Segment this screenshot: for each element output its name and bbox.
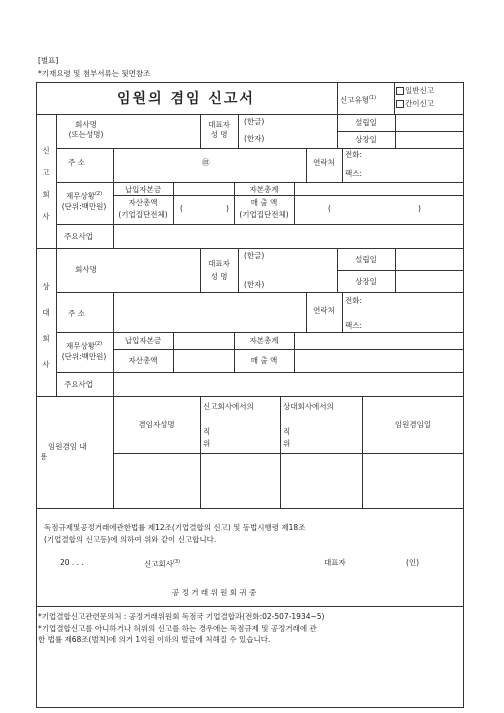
counterparty-paid-in-label: 납입자본금 [124,336,162,345]
counterparty-phone-label: 전화: [345,296,363,305]
total-assets-paren-close: ) [226,204,229,213]
counterparty-finance-unit-label: (단위:백만원) [61,352,107,361]
contact-label: 연락처 [313,158,335,167]
counterparty-position-header: 상대회사에서의 [283,402,334,411]
counterparty-hanja-label: (한자) [244,280,265,289]
counterparty-contact-label: 연락처 [313,306,335,315]
declaration-line-1: 독점규제및공정거래에관한법률 제12조(기업결합의 신고) 및 동법시행령 제18조 [44,523,306,532]
counterparty-name-label: 회사명 [75,265,97,274]
counterparty-section-label: 상 대 회 사 [42,282,50,369]
declaration-line-2: (기업결합의 신고등)에 의하여 위와 같이 신고합니다. [44,535,217,544]
counterparty-listed-label: 상장일 [355,277,377,286]
concurrent-name-header: 겸임자성명 [138,420,175,429]
form-title: 임원의 겸임 신고서 [117,91,255,107]
report-type-label: 신고유형$^{(1)}$ [340,95,377,105]
counterparty-total-capital-label: 자본총계 [249,336,279,345]
korean-name-label: (한글) [244,117,265,126]
attachment-label: [별표] [38,56,59,65]
finance-label: 재무상황$^{(2)}$ [65,191,103,201]
counterparty-sales-label: 매 출 액 [250,356,278,365]
finance-unit-label: (단위:백만원) [61,202,107,211]
sales-group-label: (기업집단전체) [239,210,289,219]
phone-label: 전화: [345,150,363,159]
concurrent-section-label-2: 용 [40,452,48,461]
reporting-position-header: 신고회사에서의 [203,402,254,411]
reporting-company-signature-label: 신고회사$^{(3)}$ [144,559,181,569]
hanja-name-label: (한자) [244,134,265,143]
counterparty-business-label: 주요사업 [64,380,93,389]
declaration-date: 20 . . . [60,558,84,567]
footnote-penalty-2: 한 법률 제68조(벌칙)에 의거 1억원 이하의 벌금에 처해질 수 있습니다. [38,635,271,644]
counterparty-established-label: 설립일 [355,255,377,264]
total-assets-paren-open: ( [180,204,183,213]
checkbox-icon[interactable] [396,100,404,108]
reporting-company-section-label: 신 고 회 사 [42,146,50,221]
company-name-label: 회사명 [75,120,97,129]
counterparty-representative-label: 대표자 [208,259,230,268]
listed-date-label: 상장일 [355,135,377,144]
main-business-label: 주요사업 [64,232,93,241]
total-capital-label: 자본총계 [249,185,279,194]
counterparty-address-label: 주 소 [68,309,85,318]
concurrent-date-header: 임원겸임일 [394,420,432,429]
footnote-contact: *기업결합신고관련문의처 : 공정거래위원회 독점국 기업결합과(전화:02-507-1934~5) [38,612,325,621]
reporting-position-header-2: 직 [203,427,211,436]
counterparty-korean-label: (한글) [244,251,265,260]
company-name-sub-label: (또는성명) [68,130,104,139]
counterparty-position-header-3: 위 [283,439,291,448]
sales-paren-open: ( [328,204,331,213]
footnote-penalty-1: *기업결합신고를 아니하거나 허위의 신고를 하는 경우에는 독점규제 및 공정거래에 관 [38,624,317,633]
sales-paren-close: ) [418,204,421,213]
simple-report-option[interactable]: 간이신고 [396,99,434,108]
recipient: 공 정 거 래 위 원 회 귀 중 [172,588,257,597]
address-label: 주 소 [68,158,85,167]
representative-label-2: 성 명 [210,130,228,139]
declaration-seal: (인) [406,558,420,567]
concurrent-section-label: 임원겸임 내 [48,442,87,451]
declaration-representative: 대표자 [324,558,346,567]
fax-label: 팩스: [345,169,363,178]
counterparty-finance-label: 재무상황$^{(2)}$ [65,341,103,351]
sales-label: 매 출 액 [250,198,278,207]
counterparty-total-assets-label: 자산총액 [128,356,158,365]
representative-label: 대표자 [208,120,230,129]
total-assets-group-label: (기업집단전체) [118,210,168,219]
checkbox-icon[interactable] [396,87,404,95]
general-report-option[interactable]: 일반신고 [396,86,434,95]
counterparty-fax-label: 팩스: [345,321,363,330]
paid-in-capital-label: 납입자본금 [124,185,162,194]
total-assets-label: 자산총액 [128,198,158,207]
seal-mark: ㊞ [202,158,210,167]
note-reference: *기재요령 및 첨부서류는 뒷면참조 [38,69,151,78]
reporting-position-header-3: 위 [203,439,211,448]
established-date-label: 설립일 [355,118,377,127]
counterparty-position-header-2: 직 [283,427,291,436]
counterparty-representative-label-2: 성 명 [210,272,228,281]
